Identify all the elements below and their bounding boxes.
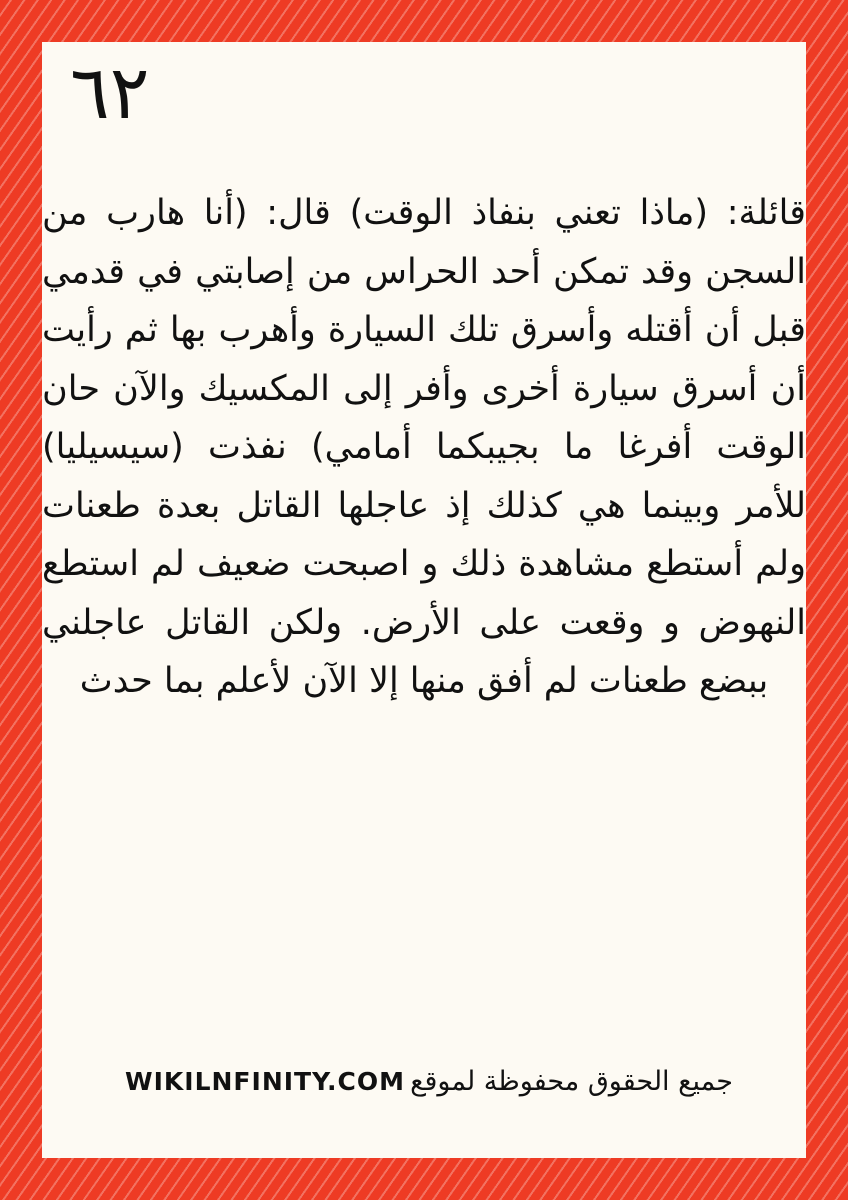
copyright-footer (42, 1066, 806, 1097)
page-number: ٦٢ (70, 50, 150, 136)
page-card (42, 42, 806, 1158)
story-text: قائلة: (ماذا تعني بنفاذ الوقت) قال: (أنا هارب من السجن وقد تمكن أحد الحراس من إصابتي في قدمي قبل أن أقتله وأسرق تلك السيارة وأهرب بها ثم رأيت أن أسرق سيارة أخرى وأفر إلى المكسيك والآن حان الوقت أفرغا ما بجيبكما أمامي) نفذت (سيسيليا) للأمر وبينما هي كذلك إذ عاجلها القاتل بعدة طعنات ولم أستطع مشاهدة ذلك و اصبحت ضعيف لم استطع النهوض و وقعت على الأرض. ولكن القاتل عاجلني ببضع طعنات لم أفق منها إلا الآن لأعلم بما حدث (42, 193, 806, 701)
site-name: WIKILNFINITY.COM (125, 1067, 406, 1096)
copyright-text: جميع الحقوق محفوظة لموقع (410, 1066, 733, 1097)
